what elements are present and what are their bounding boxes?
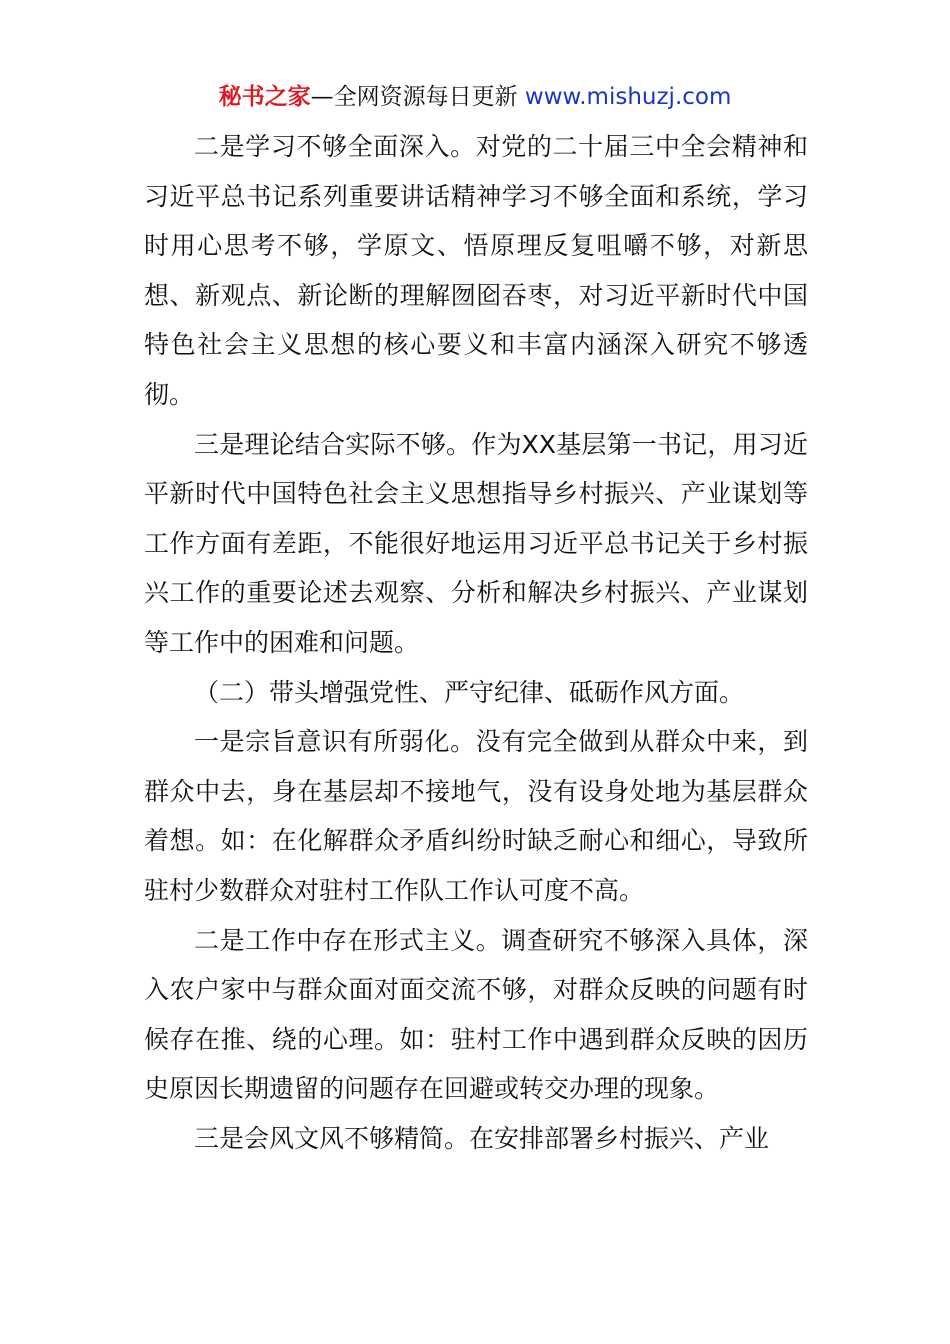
page-header <box>0 80 950 114</box>
document-body <box>144 122 808 1163</box>
paragraph-purpose-awareness: 一是宗旨意识有所弱化。没有完全做到从群众中来，到群众中去，身在基层却不接地气，没有设身处地为基层群众着想。如：在化解群众矛盾纠纷时缺乏耐心和细心，导致所驻村少数群众对驻村工作队工作认可度不高。 <box>144 727 808 905</box>
paragraph-formalism: 二是工作中存在形式主义。调查研究不够深入具体，深入农户家中与群众面对面交流不够，对群众反映的问题有时候存在推、绕的心理。如：驻村工作中遇到群众反映的因历史原因长期遗留的问题存在回避或转交办理的现象。 <box>144 925 808 1104</box>
section-heading-2: （二）带头增强党性、严守纪律、砥砺作风方面。 <box>194 677 745 707</box>
header-tagline: —全网资源每日更新 <box>310 84 518 110</box>
brand-name: 秘书之家 <box>218 84 311 110</box>
paragraph-theory-practice: 三是理论结合实际不够。作为XX基层第一书记，用习近平新时代中国特色社会主义思想指导乡村振兴、产业谋划等工作方面有差距，不能很好地运用习近平总书记关于乡村振兴工作的重要论述去观察、分析和解决乡村振兴、产业谋划等工作中的困难和问题。 <box>144 429 808 657</box>
site-url[interactable]: www.mishuzj.com <box>524 84 732 110</box>
paragraph-meeting-style: 三是会风文风不够精简。在安排部署乡村振兴、产业 <box>194 1123 770 1153</box>
paragraph-study-depth: 二是学习不够全面深入。对党的二十届三中全会精神和习近平总书记系列重要讲话精神学习不够全面和系统，学习时用心思考不够，学原文、悟原理反复咀嚼不够，对新思想、新观点、新论断的理解囫囵吞枣，对习近平新时代中国特色社会主义思想的核心要义和丰富内涵深入研究不够透彻。 <box>144 132 808 409</box>
